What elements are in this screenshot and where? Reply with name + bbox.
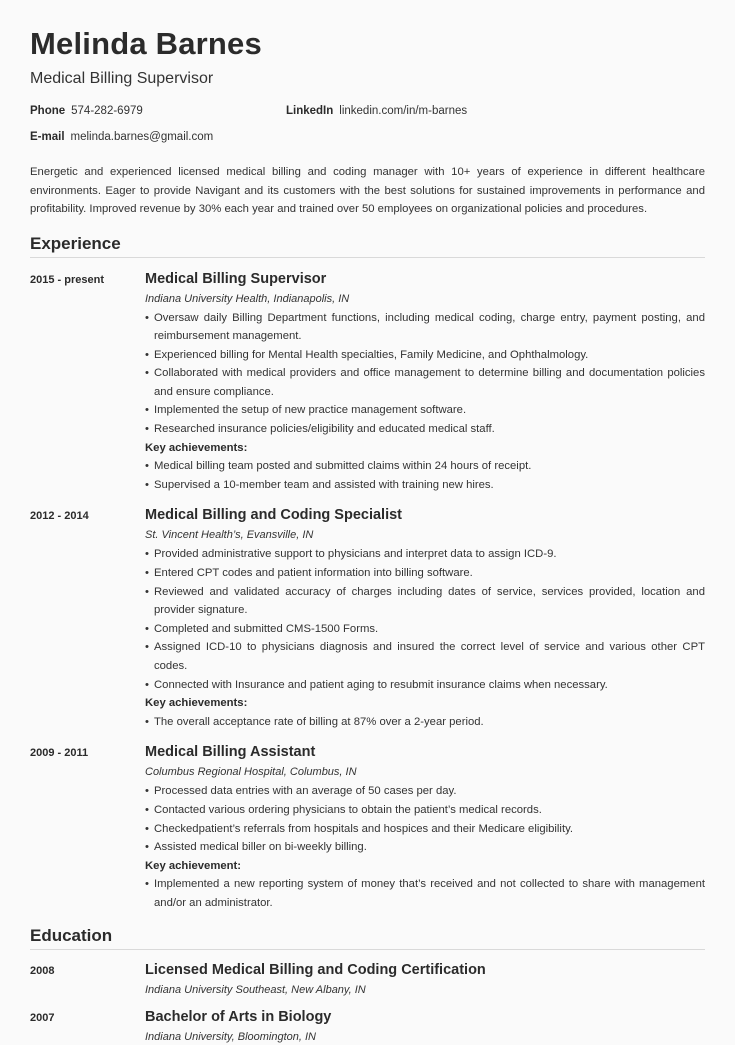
list-item: • Collaborated with medical providers and office management to determine billing and documentation policies and ensure compliance. bbox=[145, 364, 705, 401]
education-institution: Indiana University, Bloomington, IN bbox=[145, 1030, 316, 1043]
achievements-list bbox=[145, 875, 705, 912]
job-dates: 2012 - 2014 bbox=[30, 510, 89, 523]
email-label: E-mail bbox=[30, 131, 65, 143]
candidate-name: Melinda Barnes bbox=[30, 26, 262, 61]
job-organization: Indiana University Health, Indianapolis, IN bbox=[145, 292, 350, 305]
job-duties-list bbox=[145, 782, 705, 856]
job-duties-list bbox=[145, 545, 705, 694]
list-item: • Supervised a 10-member team and assisted with training new hires. bbox=[145, 476, 705, 495]
email-link[interactable]: melinda.barnes@gmail.com bbox=[70, 131, 214, 143]
achievements-label: Key achievements: bbox=[145, 697, 248, 710]
education-title: Licensed Medical Billing and Coding Certification bbox=[145, 961, 486, 978]
education-entry bbox=[30, 1008, 705, 1045]
list-item: • Implemented the setup of new practice management software. bbox=[145, 401, 705, 420]
linkedin-link[interactable]: linkedin.com/in/m-barnes bbox=[339, 105, 468, 117]
job-title: Medical Billing Supervisor bbox=[145, 270, 327, 287]
education-date: 2008 bbox=[30, 964, 55, 977]
achievements-list bbox=[145, 713, 705, 732]
list-item: • Researched insurance policies/eligibility and educated medical staff. bbox=[145, 420, 705, 439]
linkedin-contact bbox=[286, 104, 467, 118]
education-heading: Education bbox=[30, 926, 705, 950]
job-dates: 2015 - present bbox=[30, 273, 104, 286]
list-item: • Medical billing team posted and submitted claims within 24 hours of receipt. bbox=[145, 457, 705, 476]
education-entry bbox=[30, 961, 705, 998]
email-contact bbox=[30, 130, 286, 144]
education-institution: Indiana University Southeast, New Albany, IN bbox=[145, 983, 366, 996]
achievements-list bbox=[145, 457, 705, 494]
list-item: • Reviewed and validated accuracy of charges including dates of service, services provided, location and provider signature. bbox=[145, 583, 705, 620]
list-item: • Experienced billing for Mental Health specialties, Family Medicine, and Ophthalmology. bbox=[145, 346, 705, 365]
list-item: • Implemented a new reporting system of money that’s received and not collected to share with management and/or an administrator. bbox=[145, 875, 705, 912]
job-duties-list bbox=[145, 309, 705, 439]
list-item: • Oversaw daily Billing Department functions, including medical coding, charge entry, payment posting, and reimbursement management. bbox=[145, 309, 705, 346]
phone-value: 574-282-6979 bbox=[71, 105, 143, 117]
summary-paragraph: Energetic and experienced licensed medical billing and coding manager with 10+ years of experience in different healthcare environments. Eager to provide Navigant and its customers with the best solutions for sustained improvements in performance and profitability. Improved revenue by 30% each year and trained over 50 employees on organizational policies and procedures. bbox=[30, 166, 705, 215]
phone-label: Phone bbox=[30, 105, 66, 117]
contact-info bbox=[30, 104, 705, 144]
experience-entry bbox=[30, 743, 705, 912]
experience-section bbox=[30, 270, 705, 913]
list-item: • Checkedpatient’s referrals from hospitals and hospices and their Medicare eligibility. bbox=[145, 820, 705, 839]
list-item: • The overall acceptance rate of billing at 87% over a 2-year period. bbox=[145, 713, 705, 732]
list-item: • Connected with Insurance and patient aging to resubmit insurance claims when necessary. bbox=[145, 676, 705, 695]
experience-heading: Experience bbox=[30, 234, 705, 258]
list-item: • Assigned ICD-10 to physicians diagnosis and insured the correct level of service and various other CPT codes. bbox=[145, 638, 705, 675]
job-dates: 2009 - 2011 bbox=[30, 747, 89, 760]
achievements-label: Key achievements: bbox=[145, 441, 248, 454]
education-section bbox=[30, 961, 705, 1045]
job-organization: St. Vincent Health’s, Evansville, IN bbox=[145, 529, 314, 542]
list-item: • Assisted medical biller on bi-weekly billing. bbox=[145, 838, 705, 857]
education-date: 2007 bbox=[30, 1011, 55, 1024]
candidate-role: Medical Billing Supervisor bbox=[30, 70, 214, 87]
list-item: • Completed and submitted CMS-1500 Forms. bbox=[145, 620, 705, 639]
achievements-label: Key achievement: bbox=[145, 859, 242, 872]
experience-entry bbox=[30, 270, 705, 495]
list-item: • Provided administrative support to physicians and interpret data to assign ICD-9. bbox=[145, 545, 705, 564]
phone-contact bbox=[30, 104, 286, 118]
education-title: Bachelor of Arts in Biology bbox=[145, 1008, 332, 1025]
job-title: Medical Billing and Coding Specialist bbox=[145, 507, 403, 524]
list-item: • Contacted various ordering physicians to obtain the patient’s medical records. bbox=[145, 801, 705, 820]
experience-entry bbox=[30, 506, 705, 731]
list-item: • Entered CPT codes and patient information into billing software. bbox=[145, 564, 705, 583]
list-item: • Processed data entries with an average of 50 cases per day. bbox=[145, 782, 705, 801]
job-organization: Columbus Regional Hospital, Columbus, IN bbox=[145, 766, 357, 779]
job-title: Medical Billing Assistant bbox=[145, 744, 316, 761]
linkedin-label: LinkedIn bbox=[286, 105, 334, 117]
